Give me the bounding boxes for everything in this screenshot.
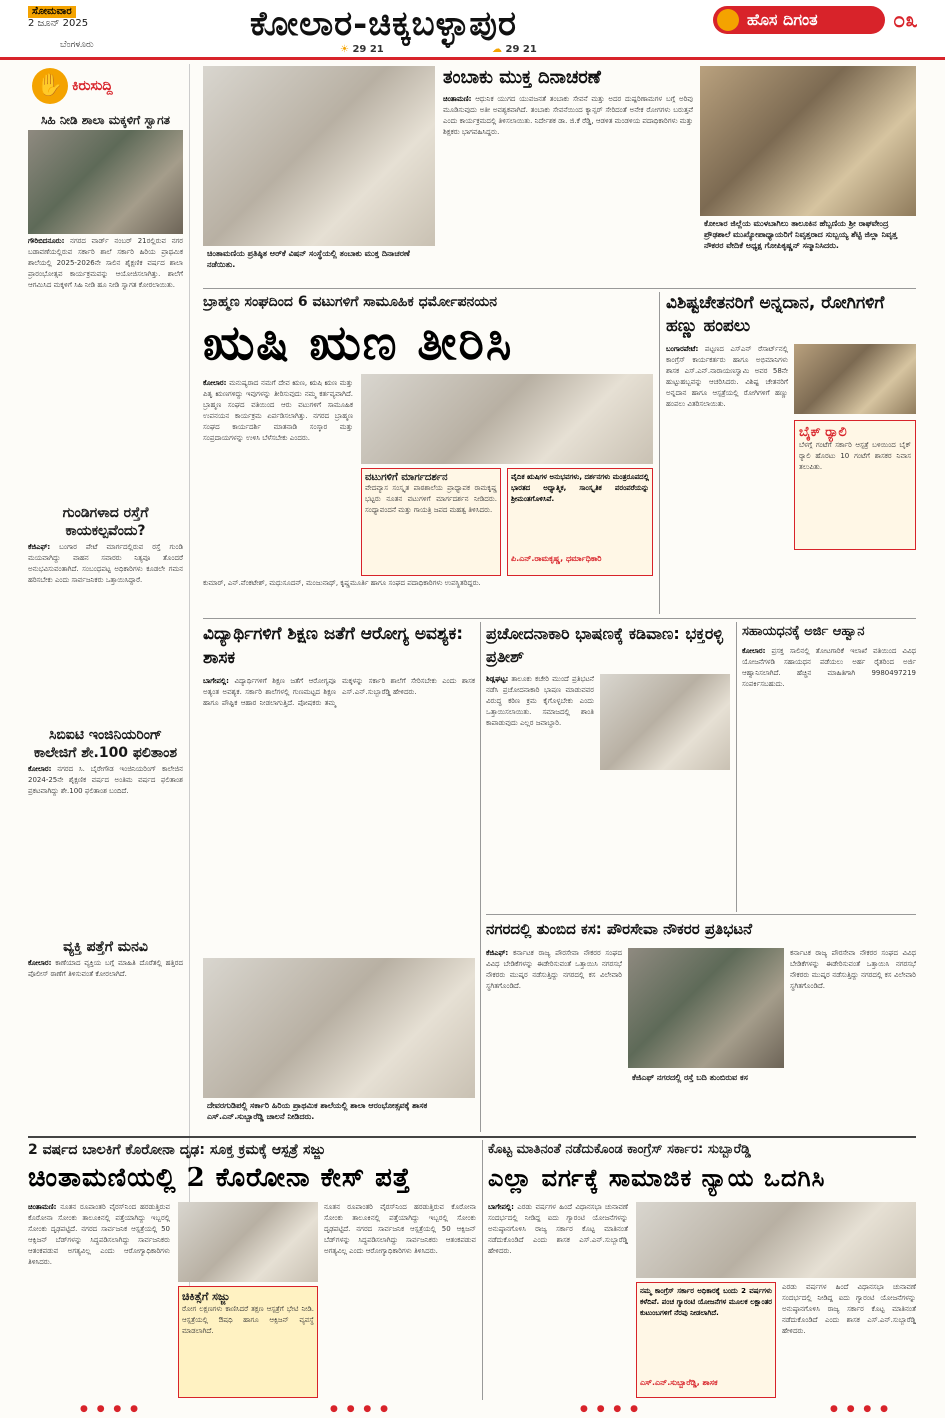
- speech-body: ಶಿಡ್ಲಘಟ್ಟ: ತಾಲೂಕು ಕಚೇರಿ ಮುಂದೆ ಪ್ರತಿಭಟನೆ ನಡೆಸಿ ಪ್ರಚೋದನಾಕಾರಿ ಭಾಷಣ ಮಾಡುವವರ ವಿರುದ್ಧ ಕಠಿಣ ಕ್ರಮ ಕೈಗೊಳ್ಳಬೇಕು ಎಂದು ಒತ್ತಾಯಿಸಲಾಯಿತು. ಸಮಾಜದಲ್ಲಿ ಶಾಂತಿ ಕಾಪಾಡುವುದು ಎಲ್ಲರ ಜವಾಬ್ದಾರಿ.: [486, 675, 594, 727]
- garbage-photo: [628, 948, 784, 1068]
- corona-body: ಚಿಂತಾಮಣಿ: ನೂತನ ರೂಪಾಂತರಿ ವೈರಸ್‌ನಿಂದ ಹರಡುತ್ತಿರುವ ಕೊರೋನಾ ಸೋಂಕು ತಾಲೂಕಿನಲ್ಲಿ ಪತ್ತೆಯಾಗಿದ್ದು ಇಬ್ಬರಲ್ಲಿ ಸೋಂಕು ದೃಢಪಟ್ಟಿದೆ. ನಗರದ ಸಾರ್ವಜನಿಕ ಆಸ್ಪತ್ರೆಯಲ್ಲಿ 50 ಆಕ್ಸಿಜನ್ ಬೆಡ್‌ಗಳನ್ನು ಸಿದ್ಧಪಡಿಸಲಾಗಿದ್ದು ಸಾರ್ವಜನಿಕರು ಆತಂಕಪಡುವ ಅಗತ್ಯವಿಲ್ಲ ಎಂದು ಆರೋಗ್ಯಾಧಿಕಾರಿಗಳು ತಿಳಿಸಿದರು.: [28, 1203, 170, 1266]
- congress-body-cont: ಎರಡು ವರ್ಷಗಳ ಹಿಂದೆ ವಿಧಾನಸಭಾ ಚುನಾವಣೆ ಸಂದರ್ಭದಲ್ಲಿ ನೀಡಿದ್ದ ಐದು ಗ್ಯಾರಂಟಿ ಯೋಜನೆಗಳನ್ನು ಅನುಷ್ಠಾನಗೊಳಿಸಿ ರಾಜ್ಯ ಸರ್ಕಾರ ಕೊಟ್ಟ ಮಾತಿನಂತೆ ನಡೆದುಕೊಂಡಿದೆ ಎಂದು ಶಾಸಕ ಎಸ್.ಎನ್.ಸುಬ್ಬಾರೆಡ್ಡಿ ಹೇಳಿದರು.: [782, 1283, 916, 1335]
- divider: [482, 1140, 483, 1400]
- brief-2-body: ಕೆಜಿಎಫ್: ಬಂಗಾರ ಪೇಟೆ ಮಾರ್ಗದಲ್ಲಿರುವ ರಸ್ತೆ ಗುಂಡಿ ಮಯವಾಗಿದ್ದು ವಾಹನ ಸವಾರರು ನಿತ್ಯವೂ ತೊಂದರೆ ಅನುಭವಿಸುವಂತಾಗಿದೆ. ಸಂಬಂಧಪಟ್ಟ ಅಧಿಕಾರಿಗಳು ಕೂಡಲೇ ಗಮನ ಹರಿಸಬೇಕು ಎಂದು ಸಾರ್ವಜನಿಕರು ಒತ್ತಾಯಿಸಿದ್ದಾರೆ.: [28, 543, 183, 584]
- edition-location: ಬೆಂಗಳೂರು: [60, 40, 94, 50]
- brief-4-headline: ವ್ಯಕ್ತಿ ಪತ್ತೆಗೆ ಮನವಿ: [63, 939, 148, 955]
- newspaper-logo: [713, 6, 885, 34]
- megaphone-icon: ✋: [32, 68, 68, 104]
- briefs-header: [28, 64, 183, 110]
- lead-caption: ಕುಮಾರ್, ಎನ್.ವೆಂಕಟೇಶ್, ಮಧುಸೂದನ್, ಮಂಜುನಾಥ್, ಕೃಷ್ಣಮೂರ್ತಿ ಹಾಗೂ ಸಂಘದ ಪದಾಧಿಕಾರಿಗಳು ಉಪಸ್ಥಿತರಿದ್ದರು.: [203, 579, 481, 587]
- issue-date-text: 2 ಜೂನ್ 2025: [28, 18, 89, 29]
- brief-1-body: ಗೌರಿಬಿದನೂರು: ನಗರದ ವಾರ್ಡ್ ನಂಬರ್ 21ರಲ್ಲಿರುವ ನಗರ ಬಡಾವಣೆಯಲ್ಲಿರುವ ಸರ್ಕಾರಿ ಶಾಲೆ ಸರ್ಕಾರಿ ಹಿರಿಯ ಪ್ರಾಥಮಿಕ ಶಾಲೆಯಲ್ಲಿ 2025-2026ನೇ ಸಾಲಿನ ಶೈಕ್ಷಣಿಕ ವರ್ಷದ ಶಾಲಾ ಪ್ರಾರಂಭೋತ್ಸವ ಕಾರ್ಯಕ್ರಮವನ್ನು ಆಯೋಜಿಸಲಾಗಿತ್ತು. ಶಾಲೆಗೆ ಆಗಮಿಸಿದ ಮಕ್ಕಳಿಗೆ ಸಿಹಿ ನೀಡಿ ಹೂ ನೀಡಿ ಸ್ವಾಗತ ಕೋರಲಾಯಿತು.: [28, 237, 183, 289]
- treatment-box-title: ಚಿಕಿತ್ಸೆಗೆ ಸಜ್ಜು: [182, 1290, 230, 1303]
- brand-name: ಹೊಸ ದಿಗಂತ: [747, 10, 818, 29]
- waste-body: ಕೆಜಿಎಫ್: ಕರ್ನಾಟಕ ರಾಜ್ಯ ಪೌರಸೇವಾ ನೌಕರರ ಸಂಘದ ವಿವಿಧ ಬೇಡಿಕೆಗಳನ್ನು ಈಡೇರಿಸುವಂತೆ ಒತ್ತಾಯಿಸಿ ನಗರಸಭೆ ನೌಕರರು ಮುಷ್ಕರ ನಡೆಸುತ್ತಿದ್ದು ನಗರದಲ್ಲಿ ಕಸ ವಿಲೇವಾರಿ ಸ್ಥಗಿತಗೊಂಡಿದೆ.: [486, 949, 622, 990]
- subsidy-story: [742, 622, 916, 912]
- school-event-photo-story: [203, 958, 475, 1130]
- print-registration-marks: ● ● ● ●: [330, 1404, 391, 1414]
- speech-headline: ಪ್ರಚೋದನಾಕಾರಿ ಭಾಷಣಕ್ಕೆ ಕಡಿವಾಣ: ಭಕ್ತರಳ್ಳಿ ಪ್ರತೀಶ್: [486, 624, 724, 666]
- corona-body-cont: ನೂತನ ರೂಪಾಂತರಿ ವೈರಸ್‌ನಿಂದ ಹರಡುತ್ತಿರುವ ಕೊರೋನಾ ಸೋಂಕು ತಾಲೂಕಿನಲ್ಲಿ ಪತ್ತೆಯಾಗಿದ್ದು ಇಬ್ಬರಲ್ಲಿ ಸೋಂಕು ದೃಢಪಟ್ಟಿದೆ. ನಗರದ ಸಾರ್ವಜನಿಕ ಆಸ್ಪತ್ರೆಯಲ್ಲಿ 50 ಆಕ್ಸಿಜನ್ ಬೆಡ್‌ಗಳನ್ನು ಸಿದ್ಧಪಡಿಸಲಾಗಿದ್ದು ಸಾರ್ವಜನಿಕರು ಆತಂಕಪಡುವ ಅಗತ್ಯವಿಲ್ಲ ಎಂದು ಆರೋಗ್ಯಾಧಿಕಾರಿಗಳು ತಿಳಿಸಿದರು.: [324, 1203, 476, 1255]
- brief-3-body: ಕೋಲಾರ: ನಗರದ ಸಿ. ಬೈರೇಗೌಡ ಇಂಜಿನಿಯರಿಂಗ್ ಕಾಲೇಜಿನ 2024-25ನೇ ಶೈಕ್ಷಣಿಕ ವರ್ಷದ ಅಂತಿಮ ವರ್ಷದ ಫಲಿತಾಂಶ ಪ್ರಕಟವಾಗಿದ್ದು ಶೇ.100 ಫಲಿತಾಂಶ ಬಂದಿದೆ.: [28, 765, 183, 795]
- tobacco-body: ಚಿಂತಾಮಣಿ: ಆಧುನಿಕ ಯುಗದ ಯುವಜನತೆ ತಂಬಾಕು ಸೇವನೆ ಮತ್ತು ಅದರ ದುಷ್ಪರಿಣಾಮಗಳ ಬಗ್ಗೆ ಅರಿವು ಮೂಡಿಸುವುದು ಅತೀ ಅವಶ್ಯಕವಾಗಿದೆ. ತಂಬಾಕು ಸೇವನೆಯಿಂದ ಕ್ಯಾನ್ಸರ್ ಸೇರಿದಂತೆ ಅನೇಕ ರೋಗಗಳು ಬರುತ್ತವೆ ಎಂದು ಕಾರ್ಯಕ್ರಮದಲ್ಲಿ ತಿಳಿಸಲಾಯಿತು. ನಿರ್ದೇಶಕ ಡಾ. ಜಿ.ಕೆ ರೆಡ್ಡಿ, ಆಡಳಿತ ಮಂಡಳಿಯ ಪದಾಧಿಕಾರಿಗಳು ಮತ್ತು ಶಿಕ್ಷಕರು ಭಾಗವಹಿಸಿದ್ದರು.: [443, 95, 693, 136]
- brief-2-headline: ಗುಂಡಿಗಳಾದ ರಸ್ತೆಗೆ ಕಾಯಕಲ್ಪವೆಂದು?: [62, 505, 149, 539]
- divider: [659, 292, 660, 614]
- issue-day: ಸೋಮವಾರ: [28, 6, 76, 18]
- page-number: ೦೩: [893, 8, 918, 33]
- protest-photo: [600, 674, 730, 770]
- felicitation-caption: ಕೋಲಾರ ಜಿಲ್ಲೆಯ ಮುಳಬಾಗಿಲು ತಾಲೂಕಿನ ಹೆಬ್ಬಣಿಯ ಶ್ರೀ ರಾಘವೇಂದ್ರ ಪ್ರೌಢಶಾಲೆ ಮುಖ್ಯೋಪಾಧ್ಯಾಯರಿಗೆ ನಿವೃತ್ತರಾದ ಸುಬ್ಬಯ್ಯ ಶೆಟ್ಟಿ ಜಿಲ್ಲಾ ನಿವೃತ್ತ ನೌಕರರ ವೇದಿಕೆ ಅಧ್ಯಕ್ಷ ಗೋಪಿಕೃಷ್ಣನ್ ಸನ್ಮಾನಿಸಿದರು.: [704, 219, 898, 250]
- sun-icon: ☀: [340, 44, 349, 55]
- congress-photo: [636, 1202, 916, 1278]
- guidance-box-title: ವಟುಗಳಿಗೆ ಮಾರ್ಗದರ್ಶನ: [365, 472, 448, 483]
- print-registration-marks: ● ● ● ●: [830, 1404, 891, 1414]
- divider: [736, 622, 737, 912]
- bike-rally-box: [794, 420, 916, 550]
- weather-temps-2: 29 21: [505, 44, 537, 55]
- bike-rally-body: ಬೆಳಗ್ಗೆ ಗಂಟೆಗೆ ಸರ್ಕಾರಿ ಆಸ್ಪತ್ರೆ ಬಳಿಯಿಂದ ಬೈಕ್ ರ್‍ಯಾಲಿ ಹೊರಟು 10 ಗಂಟೆಗೆ ಶಾಸಕರ ನಿವಾಸ ತಲುಪಿತು.: [799, 441, 911, 471]
- lead-photo: [361, 374, 653, 464]
- quote-box-signature: ಪಿ.ಎನ್.ರಾಮಕೃಷ್ಣ, ಧರ್ಮಾಧಿಕಾರಿ: [511, 554, 602, 563]
- brief-1-photo: [28, 130, 183, 234]
- tobacco-photo-story: [203, 66, 435, 286]
- weather-widget-2: [492, 44, 537, 55]
- education-story: [203, 622, 475, 952]
- charity-body: ಬಂಗಾರಪೇಟೆ: ಪಟ್ಟಣದ ಎಸ್‌ಎನ್ ರೆಸಾರ್ಟ್‌ನಲ್ಲಿ ಕಾಂಗ್ರೆಸ್ ಕಾರ್ಯಕರ್ತರು ಹಾಗೂ ಅಭಿಮಾನಿಗಳು ಶಾಸಕ ಎಸ್.ಎನ್.ನಾರಾಯಣಸ್ವಾಮಿ ಅವರ 58ನೇ ಹುಟ್ಟುಹಬ್ಬವನ್ನು ಆಚರಿಸಿದರು. ವಿಶಿಷ್ಟ ಚೇತನರಿಗೆ ಅನ್ನದಾನ ಹಾಗೂ ಆಸ್ಪತ್ರೆಯಲ್ಲಿ ರೋಗಿಗಳಿಗೆ ಹಣ್ಣು ಹಂಪಲು ವಿತರಿಸಲಾಯಿತು.: [666, 345, 788, 408]
- weather-temps-1: 29 21: [352, 44, 384, 55]
- corona-kicker: 2 ವರ್ಷದ ಬಾಲಕಿಗೆ ಕೊರೋನಾ ದೃಢ: ಸೂಕ್ತ ಕ್ರಮಕ್ಕೆ ಆಸ್ಪತ್ರೆ ಸಜ್ಜು: [28, 1142, 326, 1158]
- brief-4-body: ಕೋಲಾರ: ಕಾಣೆಯಾದ ವ್ಯಕ್ತಿಯ ಬಗ್ಗೆ ಮಾಹಿತಿ ದೊರೆತಲ್ಲಿ ಹತ್ತಿರದ ಪೊಲೀಸ್ ಠಾಣೆಗೆ ತಿಳಿಸುವಂತೆ ಕೋರಲಾಗಿದೆ.: [28, 959, 183, 978]
- masthead: [0, 0, 945, 60]
- divider: [486, 914, 916, 915]
- school-event-photo: [203, 958, 475, 1098]
- lead-headline: ಋಷಿ ಋಣ ತೀರಿಸಿ: [203, 315, 514, 371]
- divider: [28, 1136, 916, 1138]
- lead-kicker: ಬ್ರಾಹ್ಮಣ ಸಂಘದಿಂದ 6 ವಟುಗಳಿಗೆ ಸಾಮೂಹಿಕ ಧರ್ಮೋಪನಯನ: [203, 294, 498, 310]
- weather-widget-1: [340, 44, 384, 55]
- divider: [203, 618, 916, 619]
- lead-story: [203, 292, 653, 614]
- garbage-photo-caption: ಕೆಜಿಎಫ್ ನಗರದಲ್ಲಿ ರಸ್ತೆ ಬದಿ ತುಂಬಿರುವ ಕಸ: [632, 1073, 748, 1082]
- mla-quote-signature: ಎಸ್.ಎನ್.ಸುಬ್ಬಾರೆಡ್ಡಿ, ಶಾಸಕ: [640, 1378, 718, 1387]
- mla-quote-body: ನಮ್ಮ ಕಾಂಗ್ರೆಸ್ ಸರ್ಕಾರ ಅಧಿಕಾರಕ್ಕೆ ಬಂದು 2 ವರ್ಷಗಳು ಕಳೆದಿವೆ. ಪಂಚ ಗ್ಯಾರಂಟಿ ಯೋಜನೆಗಳ ಮೂಲಕ ಲಕ್ಷಾಂತರ ಕುಟುಂಬಗಳಿಗೆ ನೆರವು ನೀಡಲಾಗಿದೆ.: [640, 1287, 772, 1317]
- congress-body: ಬಾಗೇಪಲ್ಲಿ: ಎರಡು ವರ್ಷಗಳ ಹಿಂದೆ ವಿಧಾನಸಭಾ ಚುನಾವಣೆ ಸಂದರ್ಭದಲ್ಲಿ ನೀಡಿದ್ದ ಐದು ಗ್ಯಾರಂಟಿ ಯೋಜನೆಗಳನ್ನು ಅನುಷ್ಠಾನಗೊಳಿಸಿ ರಾಜ್ಯ ಸರ್ಕಾರ ಕೊಟ್ಟ ಮಾತಿನಂತೆ ನಡೆದುಕೊಂಡಿದೆ ಎಂದು ಶಾಸಕ ಎಸ್.ಎನ್.ಸುಬ್ಬಾರೆಡ್ಡಿ ಹೇಳಿದರು.: [488, 1203, 628, 1255]
- logo-icon: [717, 9, 739, 31]
- print-registration-marks: ● ● ● ●: [80, 1404, 141, 1414]
- cloud-icon: ☁: [492, 44, 502, 55]
- divider: [203, 288, 916, 289]
- mla-quote-box: [636, 1282, 776, 1398]
- waste-headline: ನಗರದಲ್ಲಿ ತುಂಬಿದ ಕಸ: ಪೌರಸೇವಾ ನೌಕರರ ಪ್ರತಿಭಟನೆ: [486, 920, 753, 938]
- quote-box: [507, 468, 653, 576]
- page-title: ಕೋಲಾರ-ಚಿಕ್ಕಬಳ್ಳಾಪುರ: [250, 4, 517, 44]
- school-event-caption: ದೇವರಗುಡಿಪಲ್ಲಿ ಸರ್ಕಾರಿ ಹಿರಿಯ ಪ್ರಾಥಮಿಕ ಶಾಲೆಯಲ್ಲಿ ಶಾಲಾ ಆರಂಭೋತ್ಸವಕ್ಕೆ ಶಾಸಕ ಎಸ್.ಎನ್.ಸುಬ್ಬಾರೆಡ್ಡಿ ಚಾಲನೆ ನೀಡಿದರು.: [207, 1101, 428, 1121]
- waste-body-cont: ಕರ್ನಾಟಕ ರಾಜ್ಯ ಪೌರಸೇವಾ ನೌಕರರ ಸಂಘದ ವಿವಿಧ ಬೇಡಿಕೆಗಳನ್ನು ಈಡೇರಿಸುವಂತೆ ಒತ್ತಾಯಿಸಿ ನಗರಸಭೆ ನೌಕರರು ಮುಷ್ಕರ ನಡೆಸುತ್ತಿದ್ದು ನಗರದಲ್ಲಿ ಕಸ ವಿಲೇವಾರಿ ಸ್ಥಗಿತಗೊಂಡಿದೆ.: [790, 949, 916, 990]
- treatment-box: [178, 1286, 318, 1398]
- felicitation-photo: [700, 66, 916, 216]
- corona-story: [28, 1140, 476, 1400]
- subsidy-headline: ಸಹಾಯಧನಕ್ಕೆ ಅರ್ಜಿ ಆಹ್ವಾನ: [742, 624, 865, 639]
- divider: [480, 622, 481, 1132]
- congress-kicker: ಕೊಟ್ಟ ಮಾತಿನಂತೆ ನಡೆದುಕೊಂಡ ಕಾಂಗ್ರೆಸ್ ಸರ್ಕಾರ: ಸುಬ್ಬಾರೆಡ್ಡಿ: [488, 1142, 751, 1157]
- charity-photo: [794, 344, 916, 414]
- brief-1-headline: ಸಿಹಿ ನೀಡಿ ಶಾಲಾ ಮಕ್ಕಳಿಗೆ ಸ್ವಾಗತ: [41, 113, 170, 127]
- education-headline: ವಿದ್ಯಾರ್ಥಿಗಳಿಗೆ ಶಿಕ್ಷಣ ಜತೆಗೆ ಆರೋಗ್ಯ ಅವಶ್ಯಕ: ಶಾಸಕ: [203, 624, 464, 668]
- quote-box-body: ವೈದಿಕ ಋಷಿಗಳ ಅನುಭವಗಳು, ದರ್ಶನಗಳು ಮಂತ್ರರೂಪದಲ್ಲಿ ಭಾರತದ ಅಧ್ಯಾತ್ಮಿಕ, ಸಾಂಸ್ಕೃತಿಕ ಪರಂಪರೆಯನ್ನು ಶ್ರೀಮಂತಗೊಳಿಸಿವೆ.: [511, 473, 649, 503]
- waste-story: [486, 918, 916, 1132]
- tobacco-photo-caption: ಚಿಂತಾಮಣಿಯ ಪ್ರತಿಷ್ಠಿತ ಆರ್‌ಕೆ ವಿಷನ್ ಸಂಸ್ಥೆಯಲ್ಲಿ ತಂಬಾಕು ಮುಕ್ತ ದಿನಾಚರಣೆ ನಡೆಯಿತು.: [207, 249, 410, 269]
- treatment-box-body: ರೋಗ ಲಕ್ಷಣಗಳು ಕಾಣಿಸಿದರೆ ತಕ್ಷಣ ಆಸ್ಪತ್ರೆಗೆ ಭೇಟಿ ನೀಡಿ. ಆಸ್ಪತ್ರೆಯಲ್ಲಿ ಔಷಧಿ ಹಾಗೂ ಆಕ್ಸಿಜನ್ ವ್ಯವಸ್ಥೆ ಮಾಡಲಾಗಿದೆ.: [182, 1305, 314, 1335]
- felicitation-photo-story: [700, 66, 916, 286]
- briefs-label: ಕಿರುಸುದ್ದಿ: [72, 78, 113, 94]
- students-photo: [203, 66, 435, 246]
- charity-headline: ವಿಶಿಷ್ಟಚೇತನರಿಗೆ ಅನ್ನದಾನ, ರೋಗಿಗಳಿಗೆ ಹಣ್ಣು ಹಂಪಲು: [666, 293, 885, 336]
- tobacco-headline: ತಂಬಾಕು ಮುಕ್ತ ದಿನಾಚರಣೆ: [443, 67, 601, 88]
- guidance-box: [361, 468, 501, 576]
- education-body: ಬಾಗೇಪಲ್ಲಿ: ವಿದ್ಯಾರ್ಥಿಗಳಿಗೆ ಶಿಕ್ಷಣ ಜತೆಗೆ ಆರೋಗ್ಯವೂ ಅತ್ಯಂತ ಅವಶ್ಯಕ. ಸರ್ಕಾರಿ ಶಾಲೆಗಳಲ್ಲಿ ಗುಣಮಟ್ಟದ ಶಿಕ್ಷಣ ಹಾಗೂ ಪೌಷ್ಟಿಕ ಆಹಾರ ನೀಡಲಾಗುತ್ತಿದೆ. ಪೋಷಕರು ತಮ್ಮ ಮಕ್ಕಳನ್ನು ಸರ್ಕಾರಿ ಶಾಲೆಗೆ ಸೇರಿಸಬೇಕು ಎಂದು ಶಾಸಕ ಎಸ್.ಎನ್.ಸುಬ್ಬಾರೆಡ್ಡಿ ಹೇಳಿದರು.: [203, 677, 475, 707]
- congress-story: [488, 1140, 916, 1400]
- tobacco-story: [443, 66, 693, 286]
- speech-story: [486, 622, 730, 912]
- print-registration-marks: ● ● ● ●: [580, 1404, 641, 1414]
- lead-body: ಕೋಲಾರ: ಮನುಷ್ಯರಾದ ನಮಗೆ ದೇವ ಋಣ, ಋಷಿ ಋಣ ಮತ್ತು ಪಿತೃ ಋಣಗಳಿದ್ದು ಇವುಗಳನ್ನು ತೀರಿಸುವುದು ನಮ್ಮ ಕರ್ತವ್ಯವಾಗಿದೆ. ಬ್ರಾಹ್ಮಣ ಸಂಘದ ವತಿಯಿಂದ ಆರು ವಟುಗಳಿಗೆ ಸಾಮೂಹಿಕ ಉಪನಯನ ಕಾರ್ಯಕ್ರಮ ಏರ್ಪಡಿಸಲಾಗಿತ್ತು. ನಗರದ ಬ್ರಾಹ್ಮಣ ಸಂಘದ ಕಾರ್ಯದರ್ಶಿ ಮಾತನಾಡಿ ಸಂಸ್ಕಾರ ಮತ್ತು ಸಂಪ್ರದಾಯಗಳನ್ನು ಉಳಿಸಿ ಬೆಳೆಸಬೇಕು ಎಂದರು.: [203, 379, 353, 442]
- guidance-box-body: ವೇದವ್ಯಾಸ ಸಂಸ್ಕೃತ ಪಾಠಶಾಲೆಯ ಪ್ರಾಧ್ಯಾಪಕ ರಾಮಕೃಷ್ಣ ಭಟ್ಟರು ನೂತನ ವಟುಗಳಿಗೆ ಮಾರ್ಗದರ್ಶನ ನೀಡಿದರು. ಸಂಧ್ಯಾವಂದನೆ ಮತ್ತು ಗಾಯತ್ರಿ ಜಪದ ಮಹತ್ವ ತಿಳಿಸಿದರು.: [365, 484, 497, 514]
- hospital-photo: [178, 1202, 318, 1282]
- subsidy-body: ಕೋಲಾರ: ಪ್ರಸಕ್ತ ಸಾಲಿನಲ್ಲಿ ತೋಟಗಾರಿಕೆ ಇಲಾಖೆ ವತಿಯಿಂದ ವಿವಿಧ ಯೋಜನೆಗಳಡಿ ಸಹಾಯಧನ ಪಡೆಯಲು ಅರ್ಹ ರೈತರಿಂದ ಅರ್ಜಿ ಆಹ್ವಾನಿಸಲಾಗಿದೆ. ಹೆಚ್ಚಿನ ಮಾಹಿತಿಗಾಗಿ 9980497219 ಸಂಪರ್ಕಿಸಬಹುದು.: [742, 647, 916, 688]
- corona-headline: ಚಿಂತಾಮಣಿಯಲ್ಲಿ 2 ಕೊರೋನಾ ಕೇಸ್ ಪತ್ತೆ: [28, 1163, 411, 1193]
- charity-story: [666, 292, 916, 614]
- brief-3-headline: ಸಿಬಿಐಟಿ ಇಂಜಿನಿಯರಿಂಗ್ ಕಾಲೇಜಿಗೆ ಶೇ.100 ಫಲಿತಾಂಶ: [33, 727, 178, 761]
- congress-headline: ಎಲ್ಲಾ ವರ್ಗಕ್ಕೆ ಸಾಮಾಜಿಕ ನ್ಯಾಯ ಒದಗಿಸಿ: [488, 1163, 826, 1192]
- issue-date: [28, 6, 128, 30]
- bike-rally-title: ಬೈಕ್ ರ್‍ಯಾಲಿ: [799, 425, 847, 440]
